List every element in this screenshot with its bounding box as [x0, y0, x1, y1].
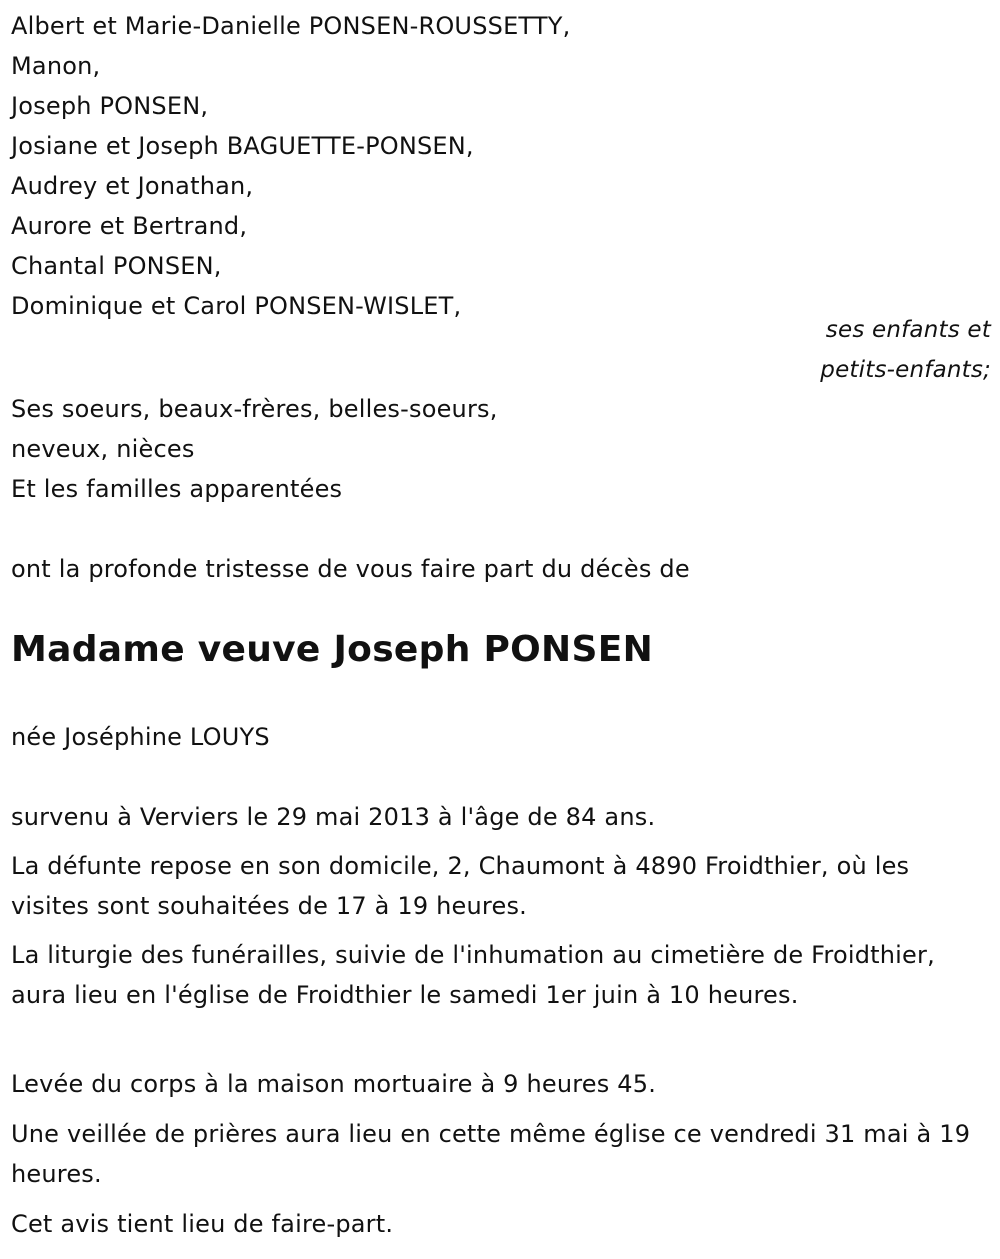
family-line: Aurore et Bertrand, [11, 212, 248, 240]
paragraph: Une veillée de prières aura lieu en cette même église ce vendredi 31 mai à 19 heures. [11, 1120, 971, 1188]
family-line: Audrey et Jonathan, [11, 172, 254, 200]
paragraph: Cet avis tient lieu de faire-part. [11, 1210, 394, 1238]
family-role: petits-enfants; [820, 357, 991, 383]
relatives-line: neveux, nièces [11, 435, 195, 463]
paragraph: La défunte repose en son domicile, 2, Chaumont à 4890 Froidthier, où les visites sont souhaitées de 17 à 19 heures. [11, 852, 910, 920]
family-line: Chantal PONSEN, [11, 252, 222, 280]
relatives-line: Ses soeurs, beaux-frères, belles-soeurs, [11, 395, 498, 423]
paragraph: survenu à Verviers le 29 mai 2013 à l'âge de 84 ans. [11, 803, 656, 831]
family-line: Manon, [11, 52, 101, 80]
family-role: ses enfants et [825, 317, 991, 343]
paragraph: Levée du corps à la maison mortuaire à 9 heures 45. [11, 1070, 657, 1098]
family-line: Joseph PONSEN, [11, 92, 209, 120]
relatives-line: Et les familles apparentées [11, 475, 343, 503]
family-line: Dominique et Carol PONSEN-WISLET, [11, 292, 462, 320]
paragraph: La liturgie des funérailles, suivie de l'inhumation au cimetière de Froidthier, aura lieu en l'église de Froidthier le samedi 1er juin à 10 heures. [11, 941, 935, 1009]
family-line: Albert et Marie-Danielle PONSEN-ROUSSETTY, [11, 12, 571, 40]
maiden-name: née Joséphine LOUYS [11, 723, 270, 751]
announcement-text: ont la profonde tristesse de vous faire part du décès de [11, 555, 690, 583]
family-line: Josiane et Joseph BAGUETTE-PONSEN, [11, 132, 474, 160]
deceased-name: Madame veuve Joseph PONSEN [11, 629, 654, 670]
